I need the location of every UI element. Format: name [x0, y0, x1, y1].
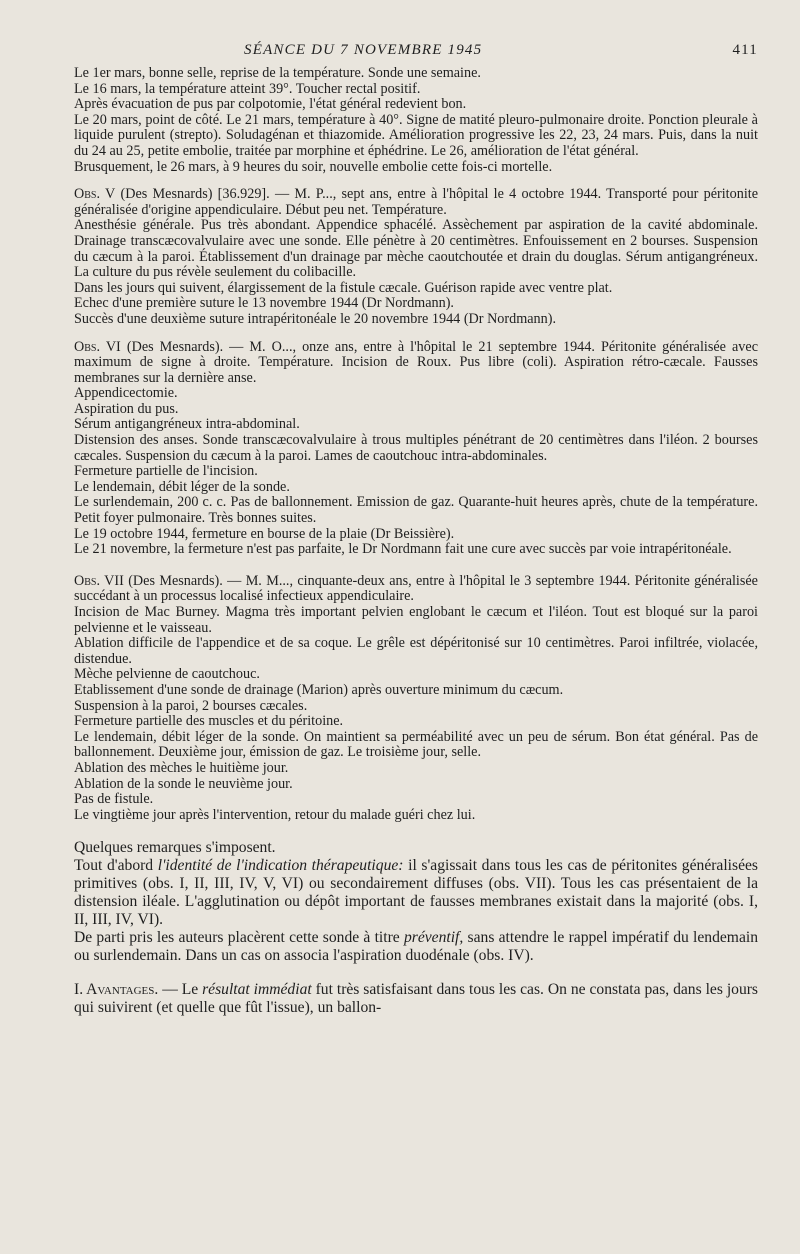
- paragraph: [74, 761, 758, 777]
- paragraph-text: De parti pris les auteurs placèrent cette sonde à titre: [74, 929, 404, 947]
- paragraph: [74, 636, 758, 667]
- paragraph: [74, 433, 758, 464]
- paragraph: [74, 929, 758, 965]
- paragraph: [74, 218, 758, 280]
- paragraph: [74, 160, 758, 176]
- paragraph: [74, 839, 758, 857]
- emphasis-text: résultat immédiat: [202, 981, 312, 999]
- paragraph-text: (Des Mesnards). — M. O..., onze ans, entre à l'hôpital le 21 septembre 1944. Péritonite généralisée avec maximum de signe à droite. Température. Incision de Roux. Pus libre (coli). Aspiration rétro-cæcale. Fausses membranes sur la dernière anse.: [74, 338, 758, 386]
- paragraph-text: Suspension à la paroi, 2 bourses cæcales.: [74, 697, 308, 714]
- paragraph-text: Le lendemain, débit léger de la sonde. On maintient sa perméabilité avec un peu de sérum. Bon état général. Pas de ballonnement. Deuxième jour, émission de gaz. Le troisième jour, selle.: [74, 728, 758, 761]
- paragraph: [74, 480, 758, 496]
- paragraph-text: Brusquement, le 26 mars, à 9 heures du soir, nouvelle embolie cette fois-ci mortelle.: [74, 158, 553, 175]
- paragraph: [74, 386, 758, 402]
- paragraph: [74, 97, 758, 113]
- paragraph-text: Appendicectomie.: [74, 385, 178, 402]
- observation-label: Obs. VII: [74, 572, 124, 589]
- paragraph: [74, 296, 758, 312]
- paragraph-text: Ablation de la sonde le neuvième jour.: [74, 775, 293, 792]
- paragraph: [74, 281, 758, 297]
- paragraph: [74, 417, 758, 433]
- page-header: [74, 36, 758, 66]
- paragraph-text: Le vingtième jour après l'intervention, retour du malade guéri chez lui.: [74, 806, 476, 823]
- spacer: [74, 823, 758, 839]
- paragraph-text: Après évacuation de pus par colpotomie, l'état général redevient bon.: [74, 96, 467, 113]
- paragraph: [74, 792, 758, 808]
- paragraph: [74, 714, 758, 730]
- observation-label: Obs. V: [74, 186, 116, 203]
- paragraph-text: Fermeture partielle de l'incision.: [74, 463, 258, 480]
- paragraph-text: Quelques remarques s'imposent.: [74, 839, 276, 857]
- paragraph-text: Anesthésie générale. Pus très abondant. Appendice sphacélé. Assèchement par aspiration de la cavité abdominale. Drainage transcæcovalvulaire avec une sonde. Elle pénètre à 20 centimètres. Enfouissement en 2 bourses. Suspension du cæcum à la paroi. Établissement d'un drainage par mèche caoutchoutée et drain du douglas. Sérum antigangréneux. La culture du pus révèle seulement du colibacille.: [74, 217, 758, 281]
- paragraph-text: Ablation des mèches le huitième jour.: [74, 759, 289, 776]
- spacer: [74, 965, 758, 981]
- paragraph: [74, 527, 758, 543]
- paragraph: [74, 683, 758, 699]
- paragraph: [74, 464, 758, 480]
- paragraph-text: Succès d'une deuxième suture intrapéritonéale le 20 novembre 1944 (Dr Nordmann).: [74, 310, 557, 327]
- paragraph: [74, 857, 758, 929]
- paragraph-text: Tout d'abord: [74, 857, 158, 875]
- paragraph-text: sans attendre le rappel impératif du lendemain ou surlendemain. Dans un cas on associa l'aspiration duodénale (obs. IV).: [74, 929, 758, 965]
- section-heading: I. Avantages.: [74, 981, 159, 999]
- paragraph-text: Echec d'une première suture le 13 novembre 1944 (Dr Nordmann).: [74, 295, 454, 312]
- spacer: [74, 558, 758, 574]
- body-text: [74, 66, 758, 1017]
- paragraph-text: Incision de Mac Burney. Magma très important pelvien englobant le cæcum et l'iléon. Tout est bloqué sur la paroi pelvienne et le vaisseau.: [74, 604, 758, 636]
- paragraph-text: Distension des anses. Sonde transcæcovalvulaire à trous multiples pénétrant de 20 centimètres dans l'iléon. 2 bourses cæcales. Suspension du cæcum à la paroi. Lames de caoutchouc intra-abdominales.: [74, 432, 758, 464]
- paragraph-text: (Des Mesnards). — M. M..., cinquante-deux ans, entre à l'hôpital le 3 septembre 1944. Péritonite généralisée succédant à un processus localisé infectieux appendiculaire.: [74, 572, 758, 605]
- paragraph-text: il s'agissait dans tous les cas de péritonites généralisées primitives (obs. I, II, III, IV, V, VI) ou secondairement diffuses (obs. VII). Tous les cas présentaient de la distension iléale. L'agglutination ou dépôt important de fausses membranes existait dans la majorité (obs. I, II, III, IV, VI).: [74, 857, 758, 929]
- observation-vi: [74, 340, 758, 387]
- paragraph: [74, 82, 758, 98]
- paragraph-text: Aspiration du pus.: [74, 400, 179, 417]
- emphasis-text: l'identité de l'indication thérapeutique:: [157, 857, 404, 875]
- paragraph: [74, 605, 758, 636]
- paragraph: [74, 699, 758, 715]
- paragraph-text: Le lendemain, débit léger de la sonde.: [74, 478, 290, 495]
- paragraph: [74, 495, 758, 526]
- paragraph: [74, 981, 758, 1017]
- paragraph-text: Etablissement d'une sonde de drainage (Marion) après ouverture minimum du cæcum.: [74, 681, 564, 698]
- paragraph-text: Le 21 novembre, la fermeture n'est pas parfaite, le Dr Nordmann fait une cure avec succès par voie intrapéritonéale.: [74, 541, 732, 558]
- paragraph-text: Le 1er mars, bonne selle, reprise de la température. Sonde une semaine.: [74, 65, 481, 81]
- page-number: 411: [732, 42, 758, 58]
- paragraph: [74, 113, 758, 160]
- paragraph-text: Le 16 mars, la température atteint 39°. Toucher rectal positif.: [74, 80, 421, 97]
- paragraph: [74, 777, 758, 793]
- paragraph: [74, 402, 758, 418]
- paragraph-text: Sérum antigangréneux intra-abdominal.: [74, 416, 300, 433]
- observation-v: [74, 187, 758, 218]
- observation-vii: [74, 574, 758, 605]
- paragraph: [74, 730, 758, 761]
- paragraph-text: Fermeture partielle des muscles et du péritoine.: [74, 713, 344, 730]
- paragraph-text: (Des Mesnards) [36.929]. — M. P..., sept ans, entre à l'hôpital le 4 octobre 1944. Transporté pour péritonite généralisée d'origine appendiculaire. Début peu net. Température.: [74, 186, 758, 218]
- paragraph-text: — Le: [158, 981, 203, 999]
- paragraph-text: Dans les jours qui suivent, élargissement de la fistule cæcale. Guérison rapide avec ventre plat.: [74, 279, 613, 296]
- remarks-section: [74, 839, 758, 1017]
- paragraph: [74, 667, 758, 683]
- paragraph-text: Le 20 mars, point de côté. Le 21 mars, température à 40°. Signe de matité pleuro-pulmonaire droite. Ponction pleurale à liquide purulent (strepto). Soludagénan et thiazomide. Amélioration progressive les 22, 23, 24 mars. Puis, dans la nuit du 24 au 25, petite embolie, traitée par morphine et éphédrine. Le 26, amélioration de l'état général.: [74, 111, 758, 159]
- paragraph: [74, 808, 758, 824]
- paragraph-text: Le surlendemain, 200 c. c. Pas de ballonnement. Emission de gaz. Quarante-huit heures après, chute de la température. Petit foyer pulmonaire. Très bonnes suites.: [74, 494, 758, 527]
- emphasis-text: préventif,: [403, 929, 464, 947]
- paragraph-text: Ablation difficile de l'appendice et de sa coque. Le grêle est dépéritonisé sur 10 centimètres. Paroi infiltrée, violacée, distendue.: [74, 635, 758, 667]
- paragraph-text: Le 19 octobre 1944, fermeture en bourse de la plaie (Dr Beissière).: [74, 525, 455, 542]
- paragraph-text: fut très satisfaisant dans tous les cas. On ne constata pas, dans les jours qui suivirent (et quelle que fût l'issue), un ballon-: [74, 981, 759, 1017]
- observation-label: Obs. VI: [74, 338, 121, 355]
- paragraph: [74, 312, 758, 328]
- paragraph: [74, 542, 758, 558]
- paragraph: [74, 66, 758, 82]
- running-title: SÉANCE DU 7 NOVEMBRE 1945: [244, 42, 483, 58]
- paragraph-text: Mèche pelvienne de caoutchouc.: [74, 666, 260, 683]
- paragraph-text: Pas de fistule.: [74, 791, 154, 808]
